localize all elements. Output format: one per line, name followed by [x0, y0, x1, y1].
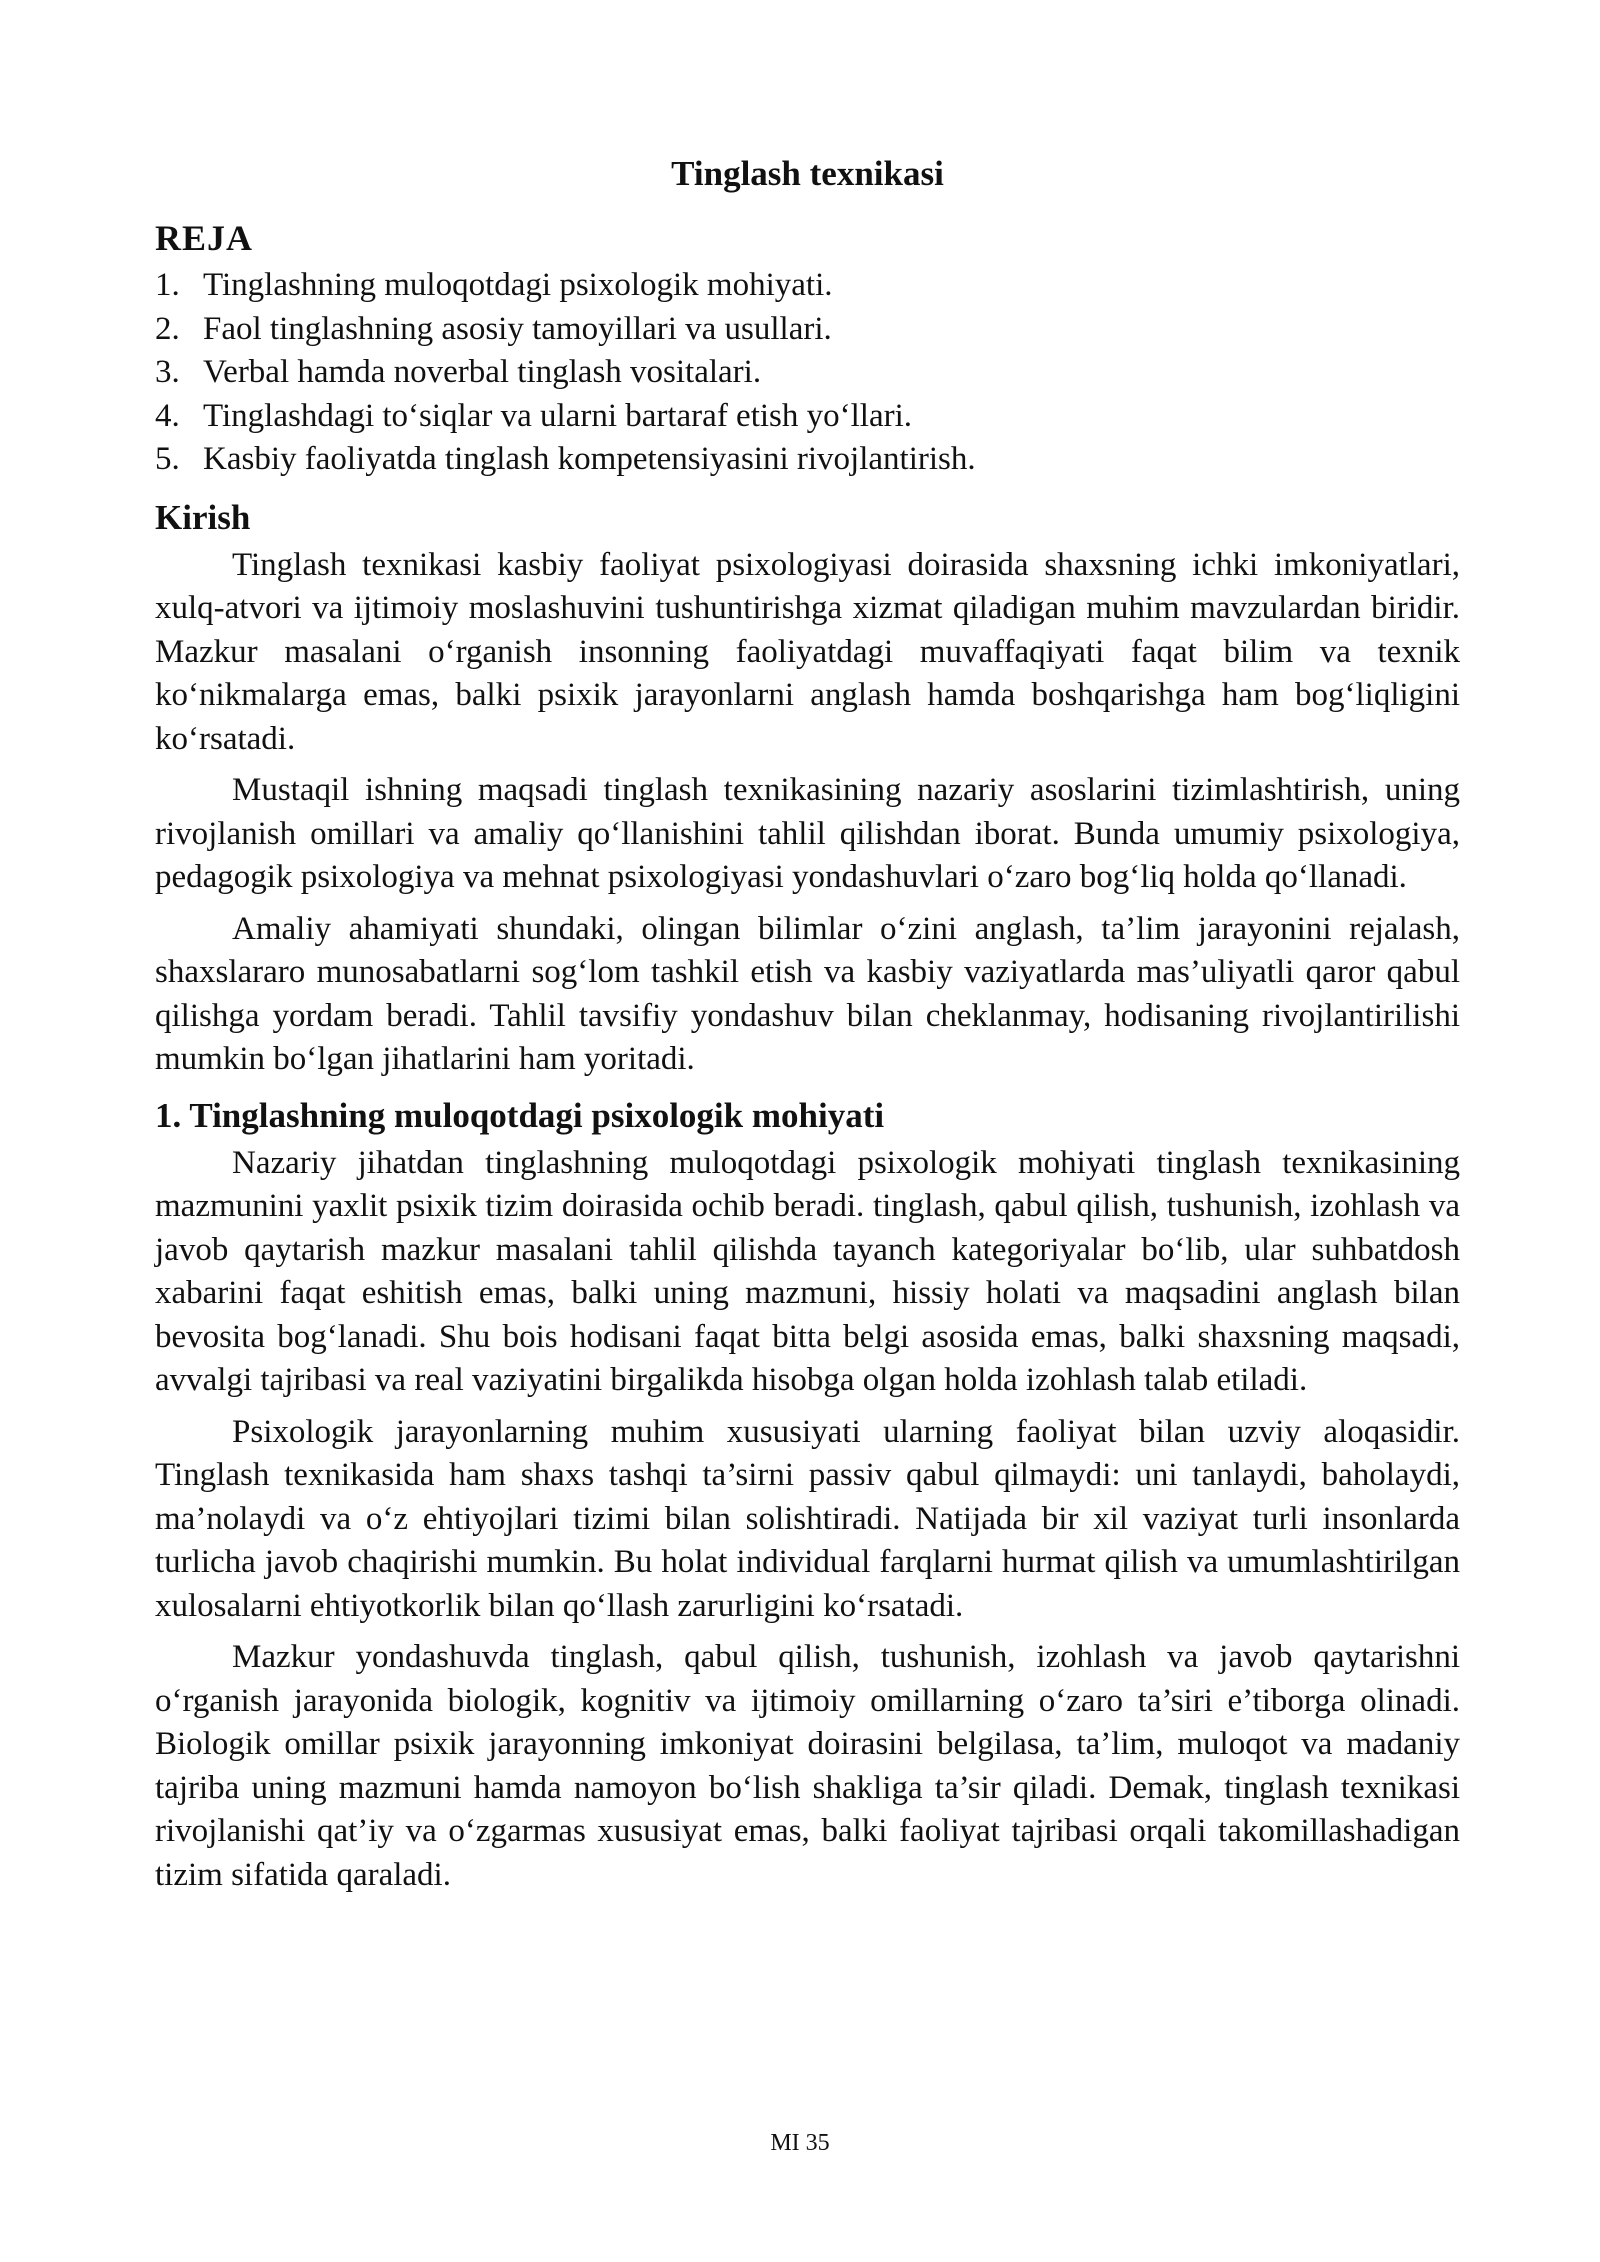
- plan-item: [155, 264, 1460, 308]
- plan-list: [155, 264, 1460, 482]
- intro-paragraph: Amaliy ahamiyati shundaki, olingan bilimlar o‘zini anglash, ta’lim jarayonini rejalash, shaxslararo munosabatlarni sog‘lom tashkil etish va kasbiy vaziyatlarda mas’uliyatli qaror qabul qilishga yordam beradi. Tahlil tavsifiy yondashuv bilan cheklanmay, hodisaning rivojlantirilishi mumkin bo‘lgan jihatlarini ham yoritadi.: [155, 910, 1460, 1077]
- document-page: [155, 150, 1460, 1905]
- page-number: MI 35: [770, 2130, 830, 2156]
- plan-item-number: 3.: [155, 354, 180, 390]
- plan-item-number: 2.: [155, 310, 180, 347]
- intro-paragraph: Tinglash texnikasi kasbiy faoliyat psixologiyasi doirasida shaxsning ichki imkoniyatlari, xulq-atvori va ijtimoiy moslashuvini tushuntirishga xizmat qiladigan muhim mavzulardan biridir. Mazkur masalani o‘rganish insonning faoliyatdagi muvaffaqiyati faqat bilim va texnik ko‘nikmalarga emas, balki psixik jarayonlarni anglash hamda boshqarishga ham bog‘liqligini ko‘rsatadi.: [155, 546, 1460, 757]
- intro-heading: Kirish: [155, 497, 251, 537]
- plan-item-number: 5.: [155, 441, 180, 477]
- plan-item-text: Tinglashning muloqotdagi psixologik mohiyati.: [203, 267, 833, 303]
- plan-item: [155, 395, 1460, 439]
- plan-item-text: Verbal hamda noverbal tinglash vositalari.: [203, 354, 762, 390]
- section-1-heading: 1. Tinglashning muloqotdagi psixologik mohiyati: [155, 1095, 885, 1135]
- plan-heading: REJA: [155, 218, 254, 258]
- section-1-paragraph: Psixologik jarayonlarning muhim xususiyati ularning faoliyat bilan uzviy aloqasidir. Tinglash texnikasida ham shaxs tashqi ta’sirni passiv qabul qilmaydi: uni tanlaydi, baholaydi, ma’nolaydi va o‘z ehtiyojlari tizimi bilan solishtiradi. Natijada bir xil vaziyat turli insonlarda turlicha javob chaqirishi mumkin. Bu holat individual farqlarni hurmat qilish va umumlashtirilgan xulosalarni ehtiyotkorlik bilan qo‘llash zarurligini ko‘rsatadi.: [155, 1413, 1460, 1624]
- plan-item-text: Tinglashdagi to‘siqlar va ularni bartaraf etish yo‘llari.: [203, 397, 913, 434]
- plan-item: [155, 438, 1460, 482]
- document-title: Tinglash texnikasi: [671, 154, 944, 193]
- plan-item: [155, 351, 1460, 395]
- section-1-paragraph: Mazkur yondashuvda tinglash, qabul qilish, tushunish, izohlash va javob qaytarishni o‘rganish jarayonida biologik, kognitiv va ijtimoiy omillarning o‘zaro ta’siri e’tiborga olinadi. Biologik omillar psixik jarayonning imkoniyat doirasini belgilasa, ta’lim, muloqot va madaniy tajriba uning mazmuni hamda namoyon bo‘lish shakliga ta’sir qiladi. Demak, tinglash texnikasi rivojlanishi qat’iy va o‘zgarmas xususiyat emas, balki faoliyat tajribasi orqali takomillashadigan tizim sifatida qaraladi.: [155, 1639, 1460, 1893]
- plan-item-number: 4.: [155, 397, 180, 434]
- intro-paragraph: Mustaqil ishning maqsadi tinglash texnikasining nazariy asoslarini tizimlashtirish, uning rivojlanish omillari va amaliy qo‘llanishini tahlil qilishdan iborat. Bunda umumiy psixologiya, pedagogik psixologiya va mehnat psixologiyasi yondashuvlari o‘zaro bog‘liq holda qo‘llanadi.: [155, 772, 1460, 895]
- plan-item: [155, 308, 1460, 352]
- plan-item-number: 1.: [155, 267, 180, 303]
- plan-item-text: Kasbiy faoliyatda tinglash kompetensiyasini rivojlantirish.: [203, 441, 976, 477]
- section-1-paragraph: Nazariy jihatdan tinglashning muloqotdagi psixologik mohiyati tinglash texnikasining mazmunini yaxlit psixik tizim doirasida ochib beradi. tinglash, qabul qilish, tushunish, izohlash va javob qaytarish mazkur masalani tahlil qilishda tayanch kategoriyalar bo‘lib, ular suhbatdosh xabarini faqat eshitish emas, balki uning mazmuni, hissiy holati va maqsadini anglash bilan bevosita bog‘lanadi. Shu bois hodisani faqat bitta belgi asosida emas, balki shaxsning maqsadi, avvalgi tajribasi va real vaziyatini birgalikda hisobga olgan holda izohlash talab etiladi.: [155, 1144, 1460, 1398]
- plan-item-text: Faol tinglashning asosiy tamoyillari va usullari.: [203, 310, 832, 347]
